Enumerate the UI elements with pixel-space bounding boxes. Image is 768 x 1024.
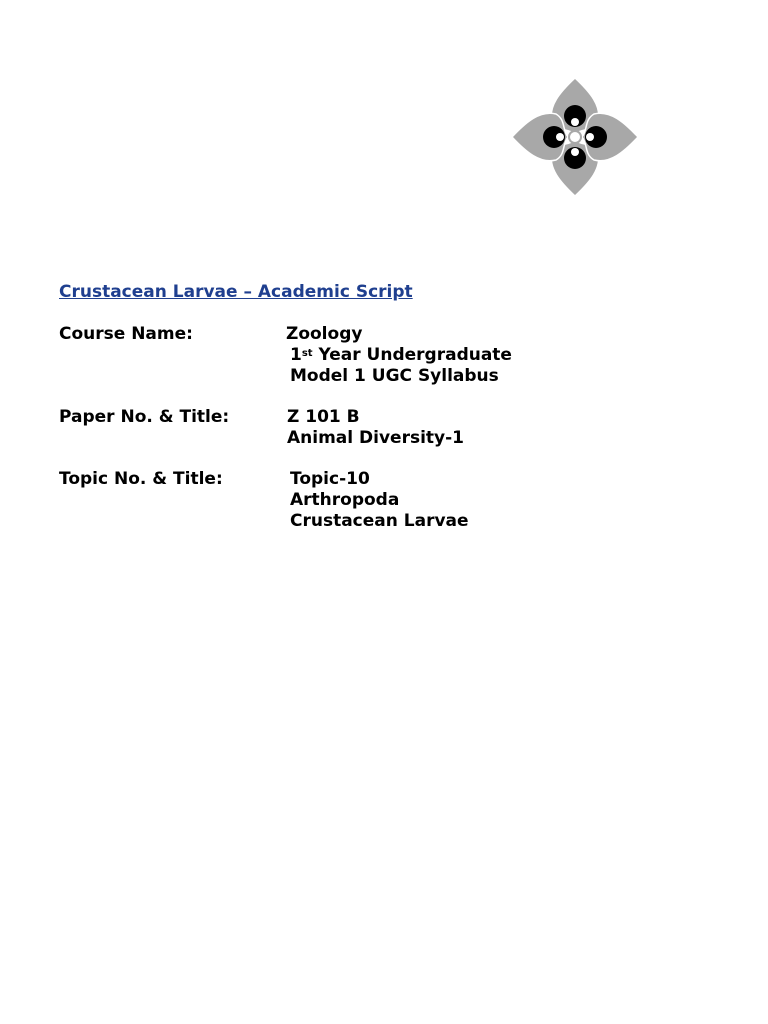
topic-number-line: Topic-10 <box>290 469 370 489</box>
course-syllabus-line: Model 1 UGC Syllabus <box>290 366 499 386</box>
course-name-line: Zoology <box>286 324 363 344</box>
course-year-line <box>286 345 512 366</box>
course-name-label: Course Name: <box>59 324 193 344</box>
topic-label: Topic No. & Title: <box>59 469 223 489</box>
course-year-ordinal: st <box>301 348 313 359</box>
paper-label: Paper No. & Title: <box>59 407 230 427</box>
paper-value <box>287 407 464 449</box>
topic-value <box>290 469 469 532</box>
topic-phylum-line: Arthropoda <box>290 490 400 510</box>
course-name-value <box>286 324 512 387</box>
document-title: Crustacean Larvae – Academic Script <box>59 282 413 302</box>
course-year-number: 1 <box>290 345 302 365</box>
course-year-text: Year Undergraduate <box>312 345 512 365</box>
paper-title-line: Animal Diversity-1 <box>287 428 464 448</box>
paper-number-line: Z 101 B <box>287 407 360 427</box>
four-petal-flower-emblem-icon <box>510 76 640 198</box>
topic-title-line: Crustacean Larvae <box>290 511 469 531</box>
